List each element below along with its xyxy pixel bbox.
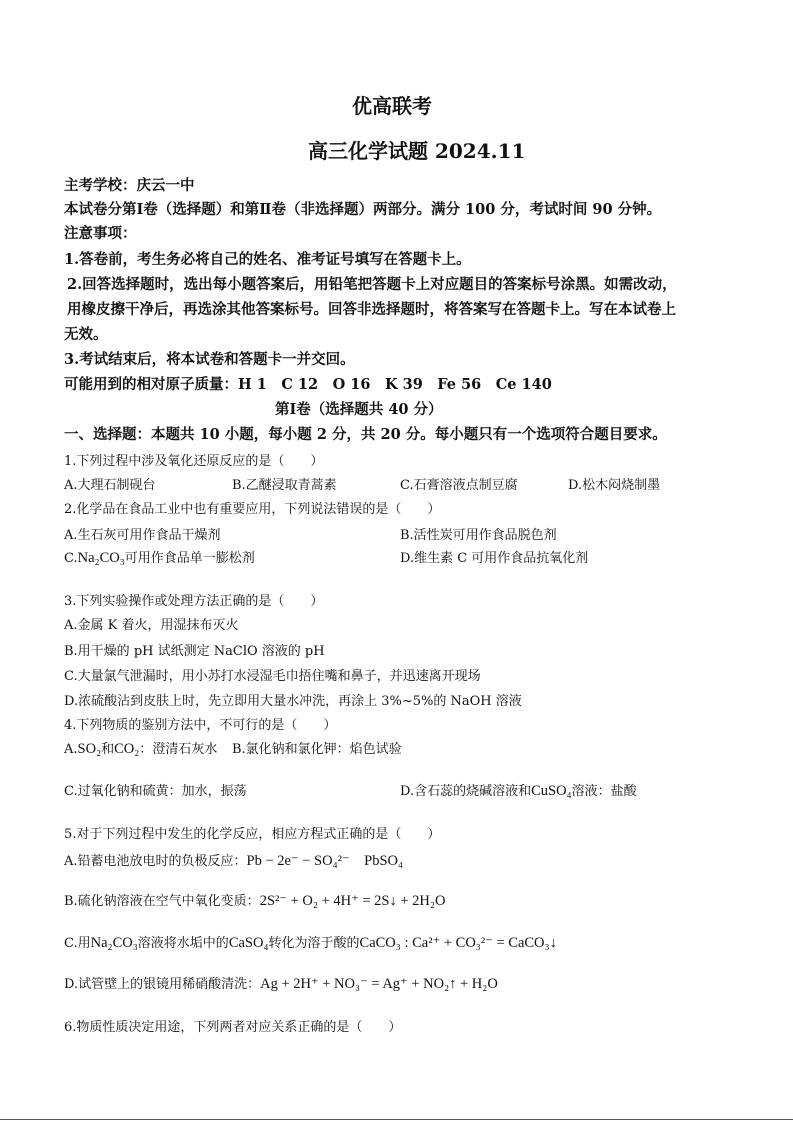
notice-2-line2: 用橡皮擦干净后，再选涂其他答案标号。回答非选择题时，将答案写在答题卡上。写在本试卷上 [67,301,676,318]
q3-option-a: A.金属 K 着火，用湿抹布灭火 [64,618,239,633]
q5-d-prefix: D.试管壁上的银镜用稀硝酸清洗： [64,977,261,992]
host-school: 主考学校：庆云一中 [64,177,195,194]
q4-a-suffix: ：澄清石灰水 [139,742,218,757]
notice-2-line1: 2.回答选择题时，选出每小题答案后，用铅笔把答题卡上对应题目的答案标号涂黑。如需改动， [67,276,677,293]
q6-stem: 6.物质性质决定用途，下列两者对应关系正确的是（ ） [64,1020,402,1035]
exam-title: 优高联考 [352,94,432,118]
q2-c-prefix: C. [64,551,78,566]
q4-a-formula1: SO₂ [77,741,102,757]
q5-c-formula2: CaSO₄ [228,935,269,951]
q4-option-a [64,738,217,758]
notice-3: 3.考试结束后，将本试卷和答题卡一并交回。 [64,351,355,368]
q2-c-formula: Na₂CO₃ [77,550,125,566]
notice-1: 1.答卷前，考生务必将自己的姓名、准考证号填写在答题卡上。 [64,251,471,268]
q3-option-c: C.大量氯气泄漏时，用小苏打水浸湿毛巾捂住嘴和鼻子，并迅速离开现场 [64,669,481,684]
q5-c-equation: CaCO₃ : Ca²⁺ + CO₃²⁻ = CaCO₃↓ [359,935,557,951]
q5-c-mid2: 转化为溶于酸的 [268,936,360,951]
section1-header: 第Ⅰ卷（选择题共 40 分） [275,401,443,418]
q2-option-d: D.维生素 C 可用作食品抗氧化剂 [400,551,589,566]
q5-a-prefix: A.铅蓄电池放电时的负极反应： [64,854,247,869]
q2-option-b: B.活性炭可用作食品脱色剂 [400,528,557,543]
q1-option-a: A.大理石制砚台 [64,478,156,493]
q4-d-prefix: D.含石蕊的烧碱溶液和 [400,784,532,799]
part1-instructions: 一、选择题：本题共 10 小题，每小题 2 分，共 20 分。每小题只有一个选项符合题目要求。 [64,426,667,443]
q4-option-d [400,780,637,800]
notice-2-line3: 无效。 [64,326,108,343]
q1-option-c: C.石膏溶液点制豆腐 [400,478,518,493]
q5-a-equation: Pb − 2e⁻ − SO₄²⁻ PbSO₄ [246,853,404,869]
q5-b-prefix: B.硫化钠溶液在空气中氧化变质： [64,894,260,909]
q5-c-formula1: Na₂CO₃ [90,935,138,951]
q5-option-a [64,849,403,870]
q3-stem: 3.下列实验操作或处理方法正确的是（ ） [64,594,324,609]
q5-option-d [64,973,498,993]
q2-option-a: A.生石灰可用作食品干燥剂 [64,528,221,543]
q2-c-suffix: 可用作食品单一膨松剂 [124,551,255,566]
q4-a-mid: 和 [101,742,115,757]
exam-subtitle: 高三化学试题 2024.11 [308,139,526,163]
q4-stem: 4.下列物质的鉴别方法中，不可行的是（ ） [64,718,337,733]
q4-a-prefix: A. [64,742,78,757]
q5-option-c [64,932,557,952]
q4-d-formula: CuSO₄ [531,783,572,799]
q2-option-c [64,547,255,567]
q4-a-formula2: CO₂ [114,741,140,757]
q3-option-b: B.用干燥的 pH 试纸测定 NaClO 溶液的 pH [64,644,325,659]
notice-title: 注意事项： [64,225,137,242]
page-bottom-rule [0,1119,793,1120]
q5-c-mid1: 溶液将水垢中的 [137,936,229,951]
q3-option-d: D.浓硫酸沾到皮肤上时，先立即用大量水冲洗，再涂上 3%~5%的 NaOH 溶液 [64,694,522,709]
q5-option-b [64,890,445,910]
q1-option-d: D.松木闷烧制墨 [568,478,661,493]
exam-info: 本试卷分第Ⅰ卷（选择题）和第Ⅱ卷（非选择题）两部分。满分 100 分，考试时间 90 分钟。 [64,201,662,218]
q1-option-b: B.乙醚浸取青蒿素 [232,478,337,493]
q4-option-c: C.过氧化钠和硫黄：加水，振荡 [64,784,247,799]
q2-stem: 2.化学品在食品工业中也有重要应用，下列说法错误的是（ ） [64,502,441,517]
q1-stem: 1.下列过程中涉及氧化还原反应的是（ ） [64,454,324,469]
q5-d-equation: Ag + 2H⁺ + NO₃⁻ = Ag⁺ + NO₂↑ + H₂O [260,976,498,992]
q5-b-equation: 2S²⁻ + O₂ + 4H⁺ = 2S↓ + 2H₂O [259,893,446,909]
q4-d-suffix: 溶液：盐酸 [571,784,637,799]
q5-stem: 5.对于下列过程中发生的化学反应，相应方程式正确的是（ ） [64,827,441,842]
q4-option-b: B.氯化钠和氯化钾：焰色试验 [232,742,402,757]
atomic-mass-line: 可能用到的相对原子质量：H 1 C 12 O 16 K 39 Fe 56 Ce 140 [64,376,552,393]
q5-c-prefix: C.用 [64,936,91,951]
